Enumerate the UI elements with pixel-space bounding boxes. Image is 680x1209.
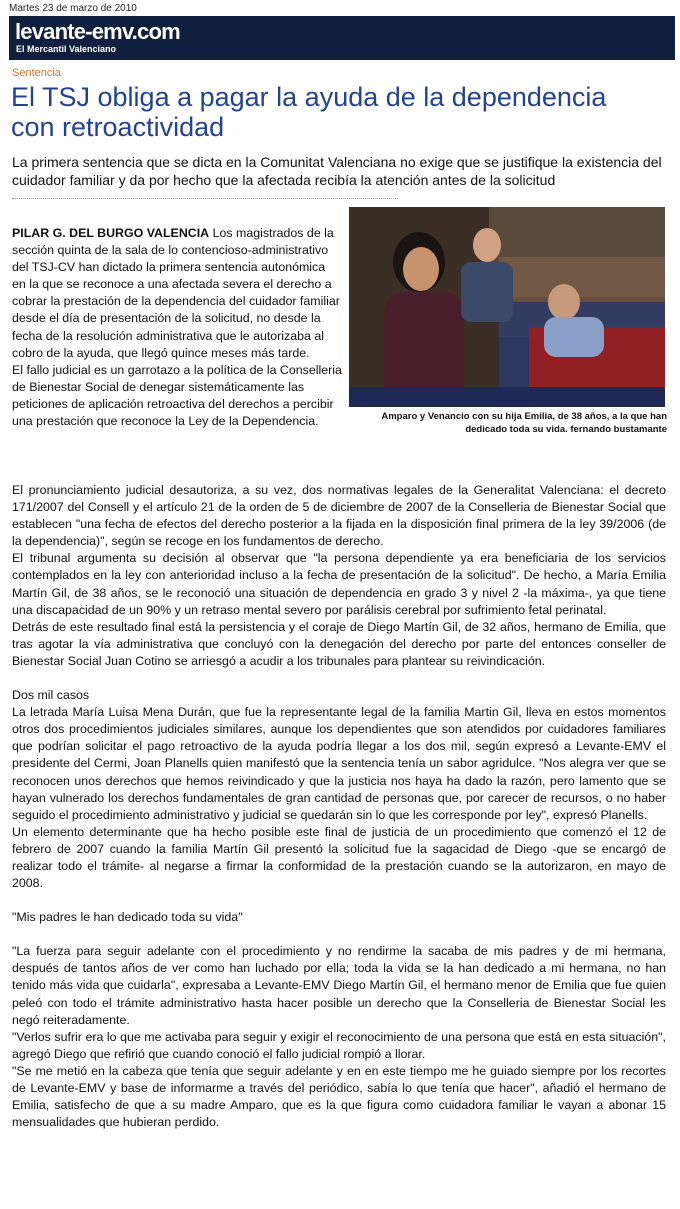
byline: PILAR G. DEL BURGO VALENCIA — [12, 226, 210, 240]
article-body-narrow — [12, 225, 342, 430]
paragraph-gap — [12, 926, 666, 943]
body-paragraph: Detrás de este resultado final está la persistencia y el coraje de Diego Martín Gil, de 32 años, hermano de Emilia, que tras agotar la vía administrativa que concluyó con la denegación del derecho por parte del entonces conseller de Bienestar Social Juan Cotino se arriesgó a acudir a los tribunales para plantear su reivindicación. — [12, 619, 666, 668]
body-paragraph: El pronunciamiento judicial desautoriza, a su vez, dos normativas legales de la Generalitat Valenciana: el decreto 171/2007 del Consell y el artículo 21 de la orden de 5 de diciembre de 2007 de la Conselleria de Bienestar Social que establecen "una fecha de efectos del derecho posterior a la fijada en la disposición final primera de la ley 39/2006 (de la dependencia)", según se recoge en los fundamentos de derecho. — [12, 483, 666, 549]
article-subtitle: La primera sentencia que se dicta en la Comunitat Valenciana no exige que se justifique la existencia del cuidador familiar y da por hecho que la afectada recibía la atención antes de la solicitud — [12, 154, 662, 188]
body-paragraph: "Se me metió en la cabeza que tenía que seguir adelante y en en este tiempo me he guiado siempre por los recortes de Levante-EMV y base de informarme a través del periódico, sabía lo que tenía que hacer", añadió el hermano de Emilia, satisfecho de que a su madre Amparo, que es la que figura como cuidadora familiar le vayan a abonar 15 mensualidades que hubieran perdido. — [12, 1063, 666, 1130]
section-label[interactable]: Sentencia — [12, 67, 61, 79]
article-photo — [349, 207, 665, 407]
publication-date: Martes 23 de marzo de 2010 — [9, 3, 137, 14]
paragraph-gap — [12, 670, 666, 687]
body-paragraph: "La fuerza para seguir adelante con el procedimiento y no rendirme la sacaba de mis padres y de mi hermana, después de tantos años de ver como han luchado por ella; toda la vida se la han dedicado a mi hermana, no han tenido más vida que cuidarla", expresaba a Levante-EMV Diego Martín Gil, el hermano menor de Emilia que fue quien peleó con todo el trámite administrativo hasta hacer posible un derecho que la Conselleria de Bienestar Social les negó reiteradamente. — [12, 944, 666, 1027]
paragraph-gap — [12, 892, 666, 909]
subheading-quote: "Mis padres le han dedicado toda su vida" — [12, 910, 243, 925]
logo-tagline: El Mercantil Valenciano — [16, 44, 117, 54]
photo-illustration — [349, 207, 665, 407]
article-headline: El TSJ obliga a pagar la ayuda de la dependencia con retroactividad — [11, 82, 607, 142]
article-body-full — [12, 482, 666, 1131]
photo-caption: Amparo y Venancio con su hija Emilia, de 38 años, a la que han dedicado toda su vida. fernando bustamante — [381, 411, 667, 435]
paragraph-text: Los magistrados de la sección quinta de la sala de lo contencioso-administrativo del TSJ-CV han dictado la primera sentencia autonómica en la que se reconoce a una afectada severa el derecho a cobrar la prestación de la dependencia del cuidador familiar desde el día de presentación de la solicitud, no desde la fecha de la resolución administrativa que le autorizaba al cobro de la ayuda, que llegó quince meses más tarde. — [12, 226, 340, 360]
body-paragraph: El tribunal argumenta su decisión al observar que "la persona dependiente ya era beneficiaria de los servicios contemplados en la ley con anterioridad incluso a la fecha de presentación de la solicitud". De hecho, a María Emilia Martín Gil, de 38 años, se le reconoció una situación de dependencia en grado 3 y nivel 2 -la máxima-, ya que tiene una discapacidad de un 90% y un retraso mental severo por parálisis cerebral por sufrimiento fetal perinatal. — [12, 551, 666, 617]
site-logo[interactable] — [13, 20, 209, 56]
masthead-banner — [9, 16, 675, 62]
body-paragraph — [12, 225, 342, 362]
body-paragraph: "Verlos sufrir era lo que me activaba para seguir y exigir el reconocimiento de una persona que está en esta situación", agregó Diego que refirió que cuando conoció el fallo judicial rompió a llorar. — [12, 1029, 666, 1061]
body-paragraph: El fallo judicial es un garrotazo a la política de la Conselleria de Bienestar Social de denegar sistemáticamente las peticiones de aplicación retroactiva del derechos a percibir una prestación que reconoce la Ley de la Dependencia. — [12, 362, 342, 429]
logo-wordmark: levante-emv.com — [15, 19, 180, 44]
body-paragraph: Un elemento determinante que ha hecho posible este final de justicia de un procedimiento que comenzó el 12 de febrero de 2007 cuando la familia Martín Gil presentó la solicitud fue la sagacidad de Diego -que se encargó de realizar todo el trámite- al negarse a firmar la conformidad de la prestación cuando se la autorizaron, en mayo de 2008. — [12, 824, 666, 891]
dotted-divider — [12, 198, 398, 199]
subheading-dos-mil-casos: Dos mil casos — [12, 688, 90, 703]
body-paragraph: La letrada María Luisa Mena Durán, que fue la representante legal de la familia Martin Gil, lleva en estos momentos otros dos procedimientos judiciales similares, aunque los dependientes que son atendidos por cuidadores familiares que podrían solicitar el pago retroactivo de la ayuda podría llegar a los dos mil, según expresó a Levante-EMV el presidente del Cermi, Joan Planells quien manifestó que la sentencia tenía un sabor agridulce. "Nos alegra ver que se reconocen unos derechos que hemos reivindicado y que la justicia nos haya ha dado la razón, pero lamento que se hayan vulnerado los derechos fundamentales de gran cantidad de personas que, por carecer de recursos, o no haber seguido el procedimiento administrativo y judicial se quedarán sin lo que les corresponde por ley", expresó Planells. — [12, 705, 666, 822]
